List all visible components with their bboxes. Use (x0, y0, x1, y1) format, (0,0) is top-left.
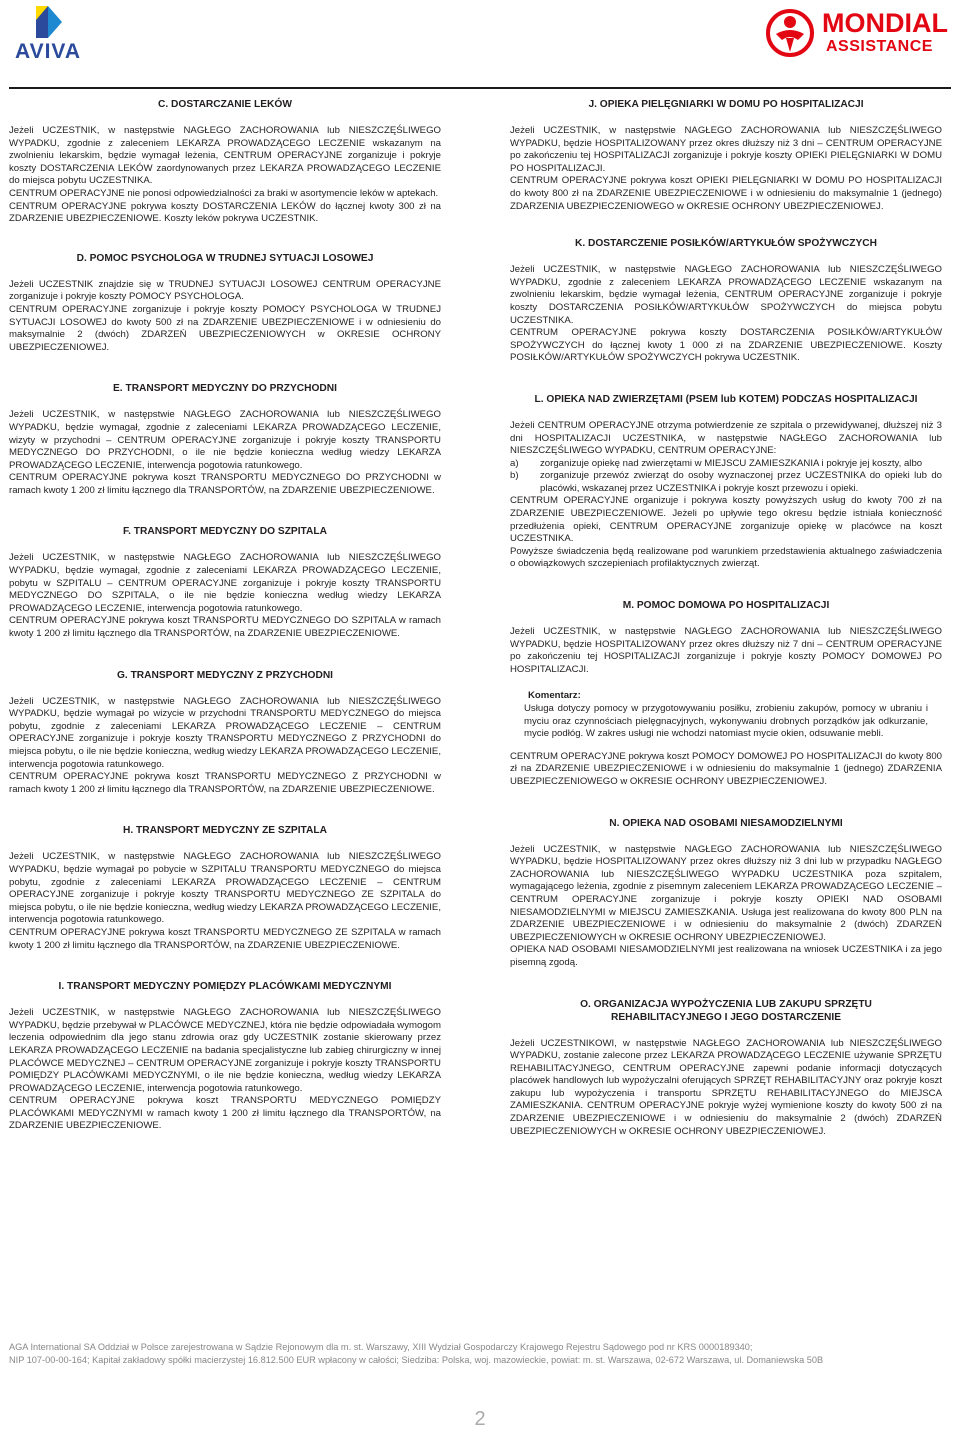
section-l (510, 393, 942, 571)
paragraph: CENTRUM OPERACYJNE zorganizuje i pokryje koszty POMOCY PSYCHOLOGA W TRUDNEJ SYTUACJI LOSOWEJ do kwoty 500 zł na ZDARZENIE UBEZPIECZENIOWE i w odniesieniu do maksymalnie 2 (dwóch) ZDARZEŃ UBEZPIECZENIOWYCH w OKRESIE OCHRONY UBEZPIECZENIOWEJ. (9, 303, 441, 353)
paragraph: Jeżeli UCZESTNIKOWI, w następstwie NAGŁEGO ZACHOROWANIA lub NIESZCZĘŚLIWEGO WYPADKU, zostanie zalecone przez LEKARZA PROWADZĄCEGO LECZENIE używanie SPRZĘTU REHABILITACYJNEGO, CENTRUM OPERACYJNE zapewni podanie informacji dotyczących placówek handlowych lub wypożyczalni oferujących SPRZĘT REHABILITACYJNY oraz pokryje koszt zakupu lub wypożyczenia i transportu SPRZĘTU REHABILITACYJNEGO do MIEJSCA ZAMIESZKANIA. CENTRUM OPERACYJNE pokryje wyżej wymienione koszty do kwoty 500 zł na ZDARZENIE UBEZPIECZENIOWE i w odniesieniu do maksymalnie 2 (dwóch) ZDARZEŃ UBEZPIECZENIOWYCH w OKRESIE OCHRONY UBEZPIECZENIOWEJ. (510, 1037, 942, 1137)
section-e (9, 382, 441, 497)
section-k (510, 237, 942, 365)
mondial-logo (760, 4, 960, 64)
section-title: M. POMOC DOMOWA PO HOSPITALIZACJI (622, 600, 830, 612)
paragraph: Jeżeli CENTRUM OPERACYJNE otrzyma potwierdzenie ze szpitala o przewidywanej, dłuższej niż 3 dni HOSPITALIZACJI UCZESTNIKA, w następstwie NAGŁEGO ZACHOROWANIA lub NIESZCZĘŚLIWEGO WYPADKU, CENTRUM OPERACYJNE: (510, 419, 942, 457)
footer-line: NIP 107-00-00-164; Kapitał zakładowy spółki macierzystej 16.812.500 EUR wpłacony w całości; Siedziba: Polska, woj. mazowieckie, powiat: m. st. Warszawa, 02-672 Warszawa, ul. Domaniewska 50B (9, 1355, 824, 1365)
aviva-wordmark: AVIVA (14, 40, 82, 63)
section-j (510, 98, 942, 213)
comment-box (524, 690, 928, 740)
section-title: C. DOSTARCZANIE LEKÓW (158, 99, 292, 110)
list-marker: a) (510, 457, 519, 469)
section-title: F. TRANSPORT MEDYCZNY DO SZPITALA (123, 526, 327, 538)
section-title: H. TRANSPORT MEDYCZNY ZE SZPITALA (123, 825, 327, 837)
section-title: D. POMOC PSYCHOLOGA W TRUDNEJ SYTUACJI LOSOWEJ (76, 252, 374, 264)
paragraph: Jeżeli UCZESTNIK, w następstwie NAGŁEGO ZACHOROWANIA lub NIESZCZĘŚLIWEGO WYPADKU, będzie HOSPITALIZOWANY przez okres dłuższy niż 7 dni – CENTRUM OPERACYJNE po zakończeniu tej HOSPITALIZACJI zorganizuje i pokryje koszty POMOCY DOMOWEJ PO HOSPITALIZACJI. (510, 626, 942, 675)
paragraph: CENTRUM OPERACYJNE pokrywa koszt TRANSPORTU MEDYCZNEGO POMIĘDZY PLACÓWKAMI MEDYCZNYMI w ramach kwoty 1 200 zł limitu łącznego dla TRANSPORTÓW, na ZDARZENIE UBEZPIECZENIOWE. (9, 1095, 441, 1132)
section-title-line-1: O. ORGANIZACJA WYPOŻYCZENIA LUB ZAKUPU SPRZĘTU (580, 998, 872, 1010)
paragraph: CENTRUM OPERACYJNE pokrywa koszt POMOCY DOMOWEJ PO HOSPITALIZACJI do kwoty 800 zł na ZDARZENIE UBEZPIECZENIOWE i w odniesieniu do maksymalnie 1 (jednego) ZDARZENIA UBEZPIECZENIOWEGO w OKRESIE OCHRONY UBEZPIECZENIOWEJ. (510, 750, 942, 787)
paragraph: Jeżeli UCZESTNIK, w następstwie NAGŁEGO ZACHOROWANIA lub NIESZCZĘŚLIWEGO WYPADKU, zgodnie z zaleceniem LEKARZA PROWADZĄCEGO LECZENIE wskazanym na zwolnieniu lekarskim, będzie wymagał leżenia, CENTRUM OPERACYJNE zorganizuje i pokryje koszty DOSTARCZENIA POSIŁKÓW/ARTYKUŁÓW SPOŻYWCZYCH do miejsca pobytu UCZESTNIKA. (510, 264, 942, 326)
section-i (9, 980, 441, 1133)
section-o (510, 998, 942, 1139)
header-divider (9, 87, 951, 89)
section-d (9, 252, 441, 355)
paragraph: CENTRUM OPERACYJNE pokrywa koszt TRANSPORTU MEDYCZNEGO ZE SZPITALA w ramach kwoty 1 200 zł limitu łącznego dla TRANSPORTÓW, na ZDARZENIE UBEZPIECZENIOWE. (9, 926, 441, 951)
mondial-subtitle: ASSISTANCE (826, 38, 933, 55)
list-item (510, 470, 942, 495)
section-c (9, 98, 441, 226)
paragraph: CENTRUM OPERACYJNE pokrywa koszt OPIEKI PIELĘGNIARKI W DOMU PO HOSPITALIZACJI do kwoty 800 zł na ZDARZENIE UBEZPIECZENIOWE i w odniesieniu do maksymalnie 1 (jednego) ZDARZENIA UBEZPIECZENIOWEGO w OKRESIE OCHRONY UBEZPIECZENIOWEJ. (510, 175, 942, 212)
mondial-figure-icon (760, 4, 820, 62)
comment-body: Usługa dotyczy pomocy w przygotowywaniu posiłku, zrobieniu zakupów, pomocy w ubraniu i myciu oraz czynnościach pielęgnacyjnych, wykonywaniu drobnych porządków jak odkurzanie, mycie podłóg. W zakres usługi nie wchodzi natomiast mycie okien, odsuwanie mebli. (524, 703, 928, 740)
paragraph: CENTRUM OPERACYJNE nie ponosi odpowiedzialności za braki w asortymencie leków w aptekach. (9, 187, 439, 199)
section-title: I. TRANSPORT MEDYCZNY POMIĘDZY PLACÓWKAMI MEDYCZNYMI (58, 981, 392, 993)
comment-heading: Komentarz: (528, 690, 581, 702)
section-g (9, 669, 441, 797)
paragraph: Jeżeli UCZESTNIK, w następstwie NAGŁEGO ZACHOROWANIA lub NIESZCZĘŚLIWEGO WYPADKU, będzie wymagał, zgodnie z zaleceniami LEKARZA PROWADZĄCEGO LECZENIE, pobytu w SZPITALU – CENTRUM OPERACYJNE zorganizuje i pokryje koszty TRANSPORTU MEDYCZNEGO DO SZPITALA, o ile nie będzie konieczna według wiedzy LEKARZA PROWADZĄCEGO LECZENIE, interwencja pogotowia ratunkowego. (9, 552, 441, 614)
section-title: K. DOSTARCZENIE POSIŁKÓW/ARTYKUŁÓW SPOŻYWCZYCH (574, 238, 878, 250)
section-h (9, 824, 441, 952)
right-column (510, 98, 942, 1138)
list-item (510, 458, 942, 471)
list-marker: b) (510, 470, 519, 482)
aviva-mark-icon (6, 4, 90, 44)
page-number: 2 (474, 1408, 486, 1430)
paragraph: Jeżeli UCZESTNIK, w następstwie NAGŁEGO ZACHOROWANIA lub NIESZCZĘŚLIWEGO WYPADKU, będzie HOSPITALIZOWANY przez okres dłuższy niż 3 dni lub w przypadku NAGŁEGO ZACHOROWANIA lub NIESZCZĘŚLIWEGO WYPADKU UCZESTNIKA poza szpitalem, wymagającego leżenia, zgodnie z pisemnym zaleceniem LEKARZA PROWADZĄCEGO LECZENIE – CENTRUM OPERACYJNE zorganizuje i pokryje koszty OPIEKI NAD OSOBAMI NIESAMODZIELNYMI w MIEJSCU ZAMIESZKANIA. Usługa jest realizowana do kwoty 800 PLN na ZDARZENIE UBEZPIECZENIOWE i w odniesieniu do maksymalnie 2 (dwóch) ZDARZEŃ UBEZPIECZENIOWYCH w OKRESIE OCHRONY UBEZPIECZENIOWEJ. (510, 843, 942, 943)
paragraph: Jeżeli UCZESTNIK, w następstwie NAGŁEGO ZACHOROWANIA lub NIESZCZĘŚLIWEGO WYPADKU, będzie wymagał po wizycie w przychodni TRANSPORTU MEDYCZNEGO do miejsca pobytu, zgodnie z zaleceniami LEKARZA PROWADZĄCEGO LECZENIE – CENTRUM OPERACYJNE zorganizuje i pokryje koszty TRANSPORTU MEDYCZNEGO Z PRZYCHODNI do miejsca pobytu, o ile nie będzie konieczna, według wiedzy LEKARZA PROWADZĄCEGO LECZENIE, interwencja pogotowia ratunkowego. (9, 695, 441, 770)
list-text: zorganizuje przewóz zwierząt do osoby wyznaczonej przez UCZESTNIKA do opieki lub do placówki, wskazanej przez UCZESTNIKA i pokryje koszt przewozu i opieki. (540, 470, 942, 494)
page-header (0, 0, 960, 80)
paragraph: Jeżeli UCZESTNIK, w następstwie NAGŁEGO ZACHOROWANIA lub NIESZCZĘŚLIWEGO WYPADKU, zgodnie z zaleceniem LEKARZA PROWADZĄCEGO LECZENIE wskazanym na zwolnieniu lekarskim, będzie wymagał leżenia, CENTRUM OPERACYJNE zorganizuje i pokryje koszty DOSTARCZENIA LEKÓW zaordynowanych przez LEKARZA PROWADZĄCEGO LECZENIE do miejsca pobytu UCZESTNIKA. (9, 125, 441, 187)
paragraph: Jeżeli UCZESTNIK znajdzie się w TRUDNEJ SYTUACJI LOSOWEJ CENTRUM OPERACYJNE zorganizuje i pokryje koszty POMOCY PSYCHOLOGA. (9, 278, 441, 303)
paragraph: CENTRUM OPERACYJNE organizuje i pokrywa koszty powyższych usług do kwoty 700 zł na ZDARZENIE UBEZPIECZENIOWE. Jeżeli po upływie tego okresu będzie istniała konieczność przedłużenia opieki, CENTRUM OPERACYJNE zorganizuje opiekę w placówce na koszt UCZESTNIKA. (510, 495, 942, 545)
paragraph: CENTRUM OPERACYJNE pokrywa koszty DOSTARCZENIA POSIŁKÓW/ARTYKUŁÓW SPOŻYWCZYCH do łącznej kwoty 1 000 zł na ZDARZENIE UBEZPIECZENIOWE. Koszty POSIŁKÓW/ARTYKUŁÓW SPOŻYWCZYCH pokrywa UCZESTNIK. (510, 327, 942, 364)
legal-footer (9, 1341, 951, 1367)
section-f (9, 525, 441, 640)
section-title: G. TRANSPORT MEDYCZNY Z PRZYCHODNI (116, 669, 334, 681)
section-title: L. OPIEKA NAD ZWIERZĘTAMI (PSEM lub KOTEM) PODCZAS HOSPITALIZACJI (534, 393, 918, 405)
section-title: J. OPIEKA PIELĘGNIARKI W DOMU PO HOSPITALIZACJI (588, 99, 864, 110)
paragraph: OPIEKA NAD OSOBAMI NIESAMODZIELNYMI jest realizowana na wniosek UCZESTNIKA i za jego pisemną zgodą. (510, 944, 942, 968)
paragraph: Powyższe świadczenia będą realizowane pod warunkiem przedstawienia aktualnego zaświadczenia o obowiązkowych szczepieniach profilaktycznych zwierząt. (510, 545, 942, 570)
paragraph: Jeżeli UCZESTNIK, w następstwie NAGŁEGO ZACHOROWANIA lub NIESZCZĘŚLIWEGO WYPADKU, będzie przebywał w PLACÓWCE MEDYCZNEJ, która nie będzie odpowiadała wymogom leczenia odpowiednim dla jego stanu zdrowia oraz gdy UCZESTNIK zostanie skierowany przez LEKARZA PROWADZĄCEGO LECZENIE na badania specjalistyczne lub zabieg chirurgiczny w innej PLACÓWCE MEDYCZNEJ – CENTRUM OPERACYJNE zorganizuje i pokryje koszty TRANSPORTU POMIĘDZY PLACÓWKAMI MEDYCZNYMI, o ile nie będzie konieczna, według wiedzy LEKARZA PROWADZĄCEGO LECZENIE, interwencja pogotowia ratunkowego. (9, 1007, 441, 1094)
paragraph: Jeżeli UCZESTNIK, w następstwie NAGŁEGO ZACHOROWANIA lub NIESZCZĘŚLIWEGO WYPADKU, będzie wymagał po pobycie w SZPITALU TRANSPORTU MEDYCZNEGO do miejsca pobytu, zgodnie z zaleceniami LEKARZA PROWADZĄCEGO LECZENIE – CENTRUM OPERACYJNE zorganizuje i pokryje koszty TRANSPORTU MEDYCZNEGO ZE SZPITALA do miejsca pobytu, o ile nie będzie konieczna, według wiedzy LEKARZA PROWADZĄCEGO LECZENIE, interwencja pogotowia ratunkowego. (9, 851, 441, 926)
aviva-logo (6, 4, 90, 62)
section-title: E. TRANSPORT MEDYCZNY DO PRZYCHODNI (113, 383, 337, 395)
paragraph: CENTRUM OPERACYJNE pokrywa koszt TRANSPORTU MEDYCZNEGO Z PRZYCHODNI w ramach kwoty 1 200 zł limitu łącznego dla TRANSPORTÓW, na ZDARZENIE UBEZPIECZENIOWE. (9, 771, 441, 795)
paragraph: CENTRUM OPERACYJNE pokrywa koszt TRANSPORTU MEDYCZNEGO DO PRZYCHODNI w ramach kwoty 1 200 zł limitu łącznego dla TRANSPORTÓW, na ZDARZENIE UBEZPIECZENIOWE. (9, 472, 441, 496)
section-m (510, 599, 942, 789)
section-n (510, 817, 942, 970)
list-text: zorganizuje opiekę nad zwierzętami w MIEJSCU ZAMIESZKANIA i pokryje jej koszty, albo (540, 457, 923, 469)
mondial-wordmark: MONDIAL (822, 8, 948, 38)
section-title-line-2: REHABILITACYJNEGO I JEGO DOSTARCZENIE (611, 1011, 841, 1023)
paragraph: Jeżeli UCZESTNIK, w następstwie NAGŁEGO ZACHOROWANIA lub NIESZCZĘŚLIWEGO WYPADKU, będzie wymagał, zgodnie z zaleceniami LEKARZA PROWADZĄCEGO LECZENIE, wizyty w przychodni – CENTRUM OPERACYJNE zorganizuje i pokryje koszty TRANSPORTU MEDYCZNEGO DO PRZYCHODNI, o ile nie będzie konieczna według wiedzy LEKARZA PROWADZĄCEGO LECZENIE, interwencja pogotowia ratunkowego. (9, 409, 441, 471)
section-title: N. OPIEKA NAD OSOBAMI NIESAMODZIELNYMI (609, 817, 843, 829)
paragraph: Jeżeli UCZESTNIK, w następstwie NAGŁEGO ZACHOROWANIA lub NIESZCZĘŚLIWEGO WYPADKU, będzie HOSPITALIZOWANY przez okres dłuższy niż 3 dni – CENTRUM OPERACYJNE po zakończeniu tej HOSPITALIZACJI zorganizuje i pokryje koszty OPIEKI PIELĘGNIARKI W DOMU PO HOSPITALIZACJI. (510, 125, 942, 174)
left-column (9, 98, 441, 1133)
paragraph: CENTRUM OPERACYJNE pokrywa koszty DOSTARCZENIA LEKÓW do łącznej kwoty 300 zł na ZDARZENIE UBEZPIECZENIOWE. Koszty leków pokrywa UCZESTNIK. (9, 200, 441, 225)
footer-line: AGA International SA Oddział w Polsce zarejestrowana w Sądzie Rejonowym dla m. st. Warszawy, XIII Wydział Gospodarczy Krajowego Rejestru Sądowego pod nr KRS 0000189340; (9, 1342, 753, 1352)
paragraph: CENTRUM OPERACYJNE pokrywa koszt TRANSPORTU MEDYCZNEGO DO SZPITALA w ramach kwoty 1 200 zł limitu łącznego dla TRANSPORTÓW, na ZDARZENIE UBEZPIECZENIOWE. (9, 615, 441, 640)
